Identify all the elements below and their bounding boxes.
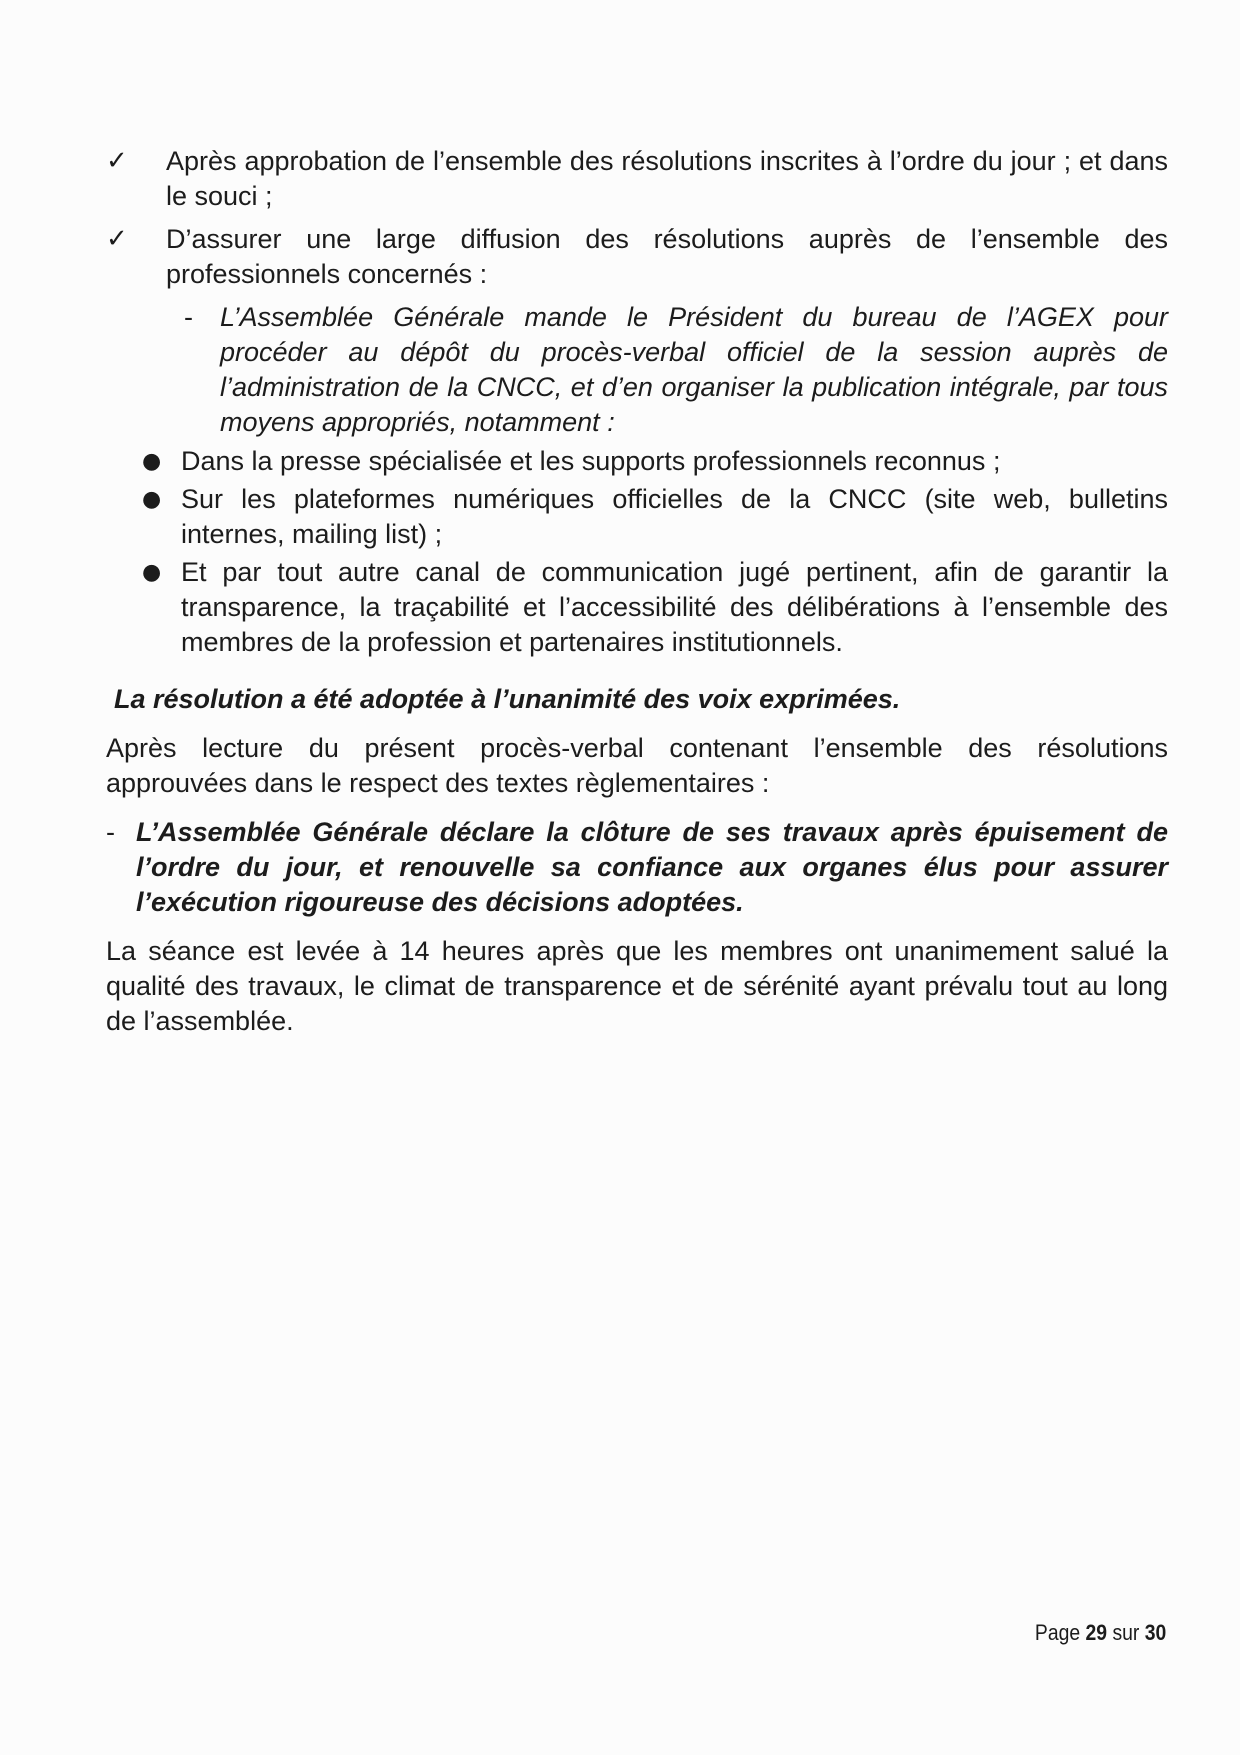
check-mark-icon: ✓ — [106, 146, 128, 176]
list-item — [106, 444, 1168, 479]
check-item-text: Après approbation de l’ensemble des résolutions inscrites à l’ordre du jour ; et dans le souci ; — [166, 146, 1168, 211]
check-mark-icon: ✓ — [106, 224, 128, 254]
list-item-text: Dans la presse spécialisée et les supports professionnels reconnus ; — [181, 446, 1001, 476]
total-pages-number: 30 — [1144, 1620, 1166, 1645]
resolution-adopted-statement: La résolution a été adoptée à l’unanimité des voix exprimées. — [114, 684, 901, 714]
after-reading-paragraph: Après lecture du présent procès-verbal contenant l’ensemble des résolutions approuvées dans le respect des textes règlementaires : — [106, 733, 1168, 798]
list-item-text: Et par tout autre canal de communication jugé pertinent, afin de garantir la transparence, la traçabilité et l’accessibilité des délibérations à l’ensemble des membres de la profession et partenaires institutionnels. — [181, 557, 1168, 657]
check-item-diffusion — [106, 222, 1168, 292]
page-number-footer — [1035, 1620, 1166, 1646]
bullet-icon: ● — [142, 560, 162, 585]
dash-marker: - — [184, 302, 193, 332]
current-page-number: 29 — [1085, 1620, 1107, 1645]
bullet-icon: ● — [142, 449, 162, 474]
mandate-paragraph — [106, 300, 1168, 440]
closure-declaration — [106, 815, 1168, 920]
check-item-text: D’assurer une large diffusion des résolutions auprès de l’ensemble des professionnels concernés : — [166, 224, 1168, 289]
closure-text: L’Assemblée Générale déclare la clôture de ses travaux après épuisement de l’ordre du jour, et renouvelle sa confiance aux organes élus pour assurer l’exécution rigoureuse des décisions adoptées. — [136, 817, 1168, 917]
list-item — [106, 555, 1168, 660]
list-item-text: Sur les plateformes numériques officielles de la CNCC (site web, bulletins internes, mailing list) ; — [181, 484, 1168, 549]
dash-marker: - — [106, 817, 115, 847]
of-word: sur — [1112, 1620, 1140, 1645]
document-body — [106, 144, 1168, 1039]
list-item — [106, 482, 1168, 552]
session-end-paragraph: La séance est levée à 14 heures après que les membres ont unanimement salué la qualité des travaux, le climat de transparence et de sérénité ayant prévalu tout au long de l’assemblée. — [106, 936, 1168, 1036]
mandate-text: L’Assemblée Générale mande le Président du bureau de l’AGEX pour procéder au dépôt du procès-verbal officiel de la session auprès de l’administration de la CNCC, et d’en organiser la publication intégrale, par tous moyens appropriés, notamment : — [220, 302, 1168, 437]
page-word: Page — [1034, 1620, 1080, 1645]
bullet-icon: ● — [142, 487, 162, 512]
check-item-approval — [106, 144, 1168, 214]
publication-channels-list — [106, 444, 1168, 660]
